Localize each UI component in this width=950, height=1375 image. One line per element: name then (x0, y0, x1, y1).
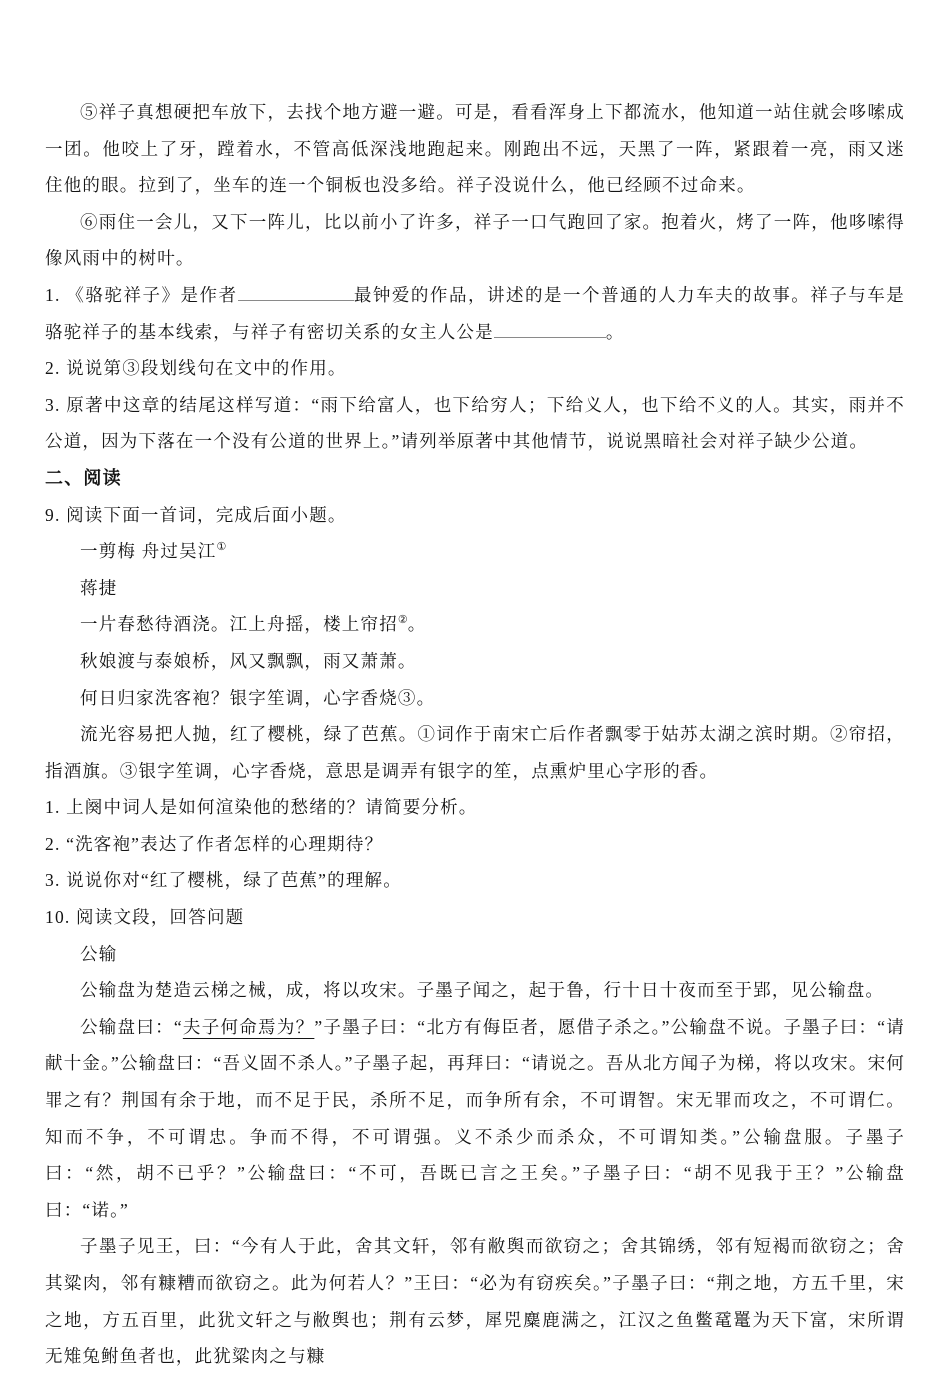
footnote-marker-2: ② (397, 614, 408, 627)
underlined-phrase: 夫子何命焉为？ (182, 1016, 315, 1037)
footnote-marker-1: ① (216, 541, 227, 554)
poem-title (45, 533, 905, 570)
question-1 (45, 277, 905, 350)
question-9-sub-1: 1. 上阕中词人是如何渲染他的愁绪的？请简要分析。 (45, 797, 478, 818)
poem-line-1-text: 一片春愁待酒浇。江上舟摇，楼上帘招 (80, 614, 398, 635)
question-1-text-end: 。 (605, 321, 625, 342)
question-9-sub-3: 3. 说说你对“红了樱桃，绿了芭蕉”的理解。 (45, 870, 402, 891)
poem-author: 蒋捷 (80, 577, 118, 598)
poem-line-1 (45, 606, 905, 643)
poem-line-3: 何日归家洗客袍？银字笙调，心字香烧③。 (80, 687, 436, 708)
passage-paragraph-3: 子墨子见王，曰：“今有人于此，舍其文轩，邻有敝舆而欲窃之；舍其锦绣，邻有短褐而欲窃之；舍其粱肉，邻有糠糟而欲窃之。此为何若人？”王曰：“必为有窃疾矣。”子墨子曰：“荆之地，方五千里，宋之地，方五百里，此犹文轩之与敝舆也；荆有云梦，犀兕麋鹿满之，江汉之鱼鳖鼋鼍为天下富，宋所谓无雉兔鲋鱼者也，此犹粱肉之与糠 (45, 1236, 905, 1367)
poem-line-1-end: 。 (407, 614, 427, 635)
poem-line-2: 秋娘渡与泰娘桥，风又飘飘，雨又萧萧。 (80, 650, 417, 671)
fill-in-blank-author (238, 283, 354, 301)
poem-title-text: 一剪梅 舟过吴江 (80, 541, 217, 562)
passage-paragraph-2-pre: 公输盘曰：“ (80, 1016, 183, 1037)
question-10-prompt: 10. 阅读文段，回答问题 (45, 907, 245, 928)
passage-paragraph-1: 公输盘为楚造云梯之械，成，将以攻宋。子墨子闻之，起于鲁，行十日十夜而至于郢，见公输盘。 (80, 980, 885, 1001)
question-1-text-mid: 最钟爱的作品，讲述的是一个普通的人力车夫的故事。祥子与车是骆驼祥子的基本线索，与祥子有密切关系的女主人公是 (45, 284, 905, 342)
passage-paragraph-2 (45, 1009, 905, 1229)
question-9-prompt: 9. 阅读下面一首词，完成后面小题。 (45, 504, 347, 525)
question-9-sub-2: 2. “洗客袍”表达了作者怎样的心理期待？ (45, 833, 384, 854)
question-1-text-pre: 1. 《骆驼祥子》是作者 (45, 284, 238, 305)
section-two-heading: 二、阅读 (45, 467, 122, 488)
passage-paragraph-2-post: ”子墨子曰：“北方有侮臣者，愿借子杀之。”公输盘不说。子墨子曰：“请献十金。”公输盘曰：“吾义固不杀人。”子墨子起，再拜曰：“请说之。吾从北方闻子为梯，将以攻宋。宋何罪之有？荆国有余于地，而不足于民，杀所不足，而争所有余，不可谓智。宋无罪而攻之，不可谓仁。知而不争，不可谓忠。争而不得，不可谓强。义不杀少而杀众，不可谓知类。”公输盘服。子墨子曰：“然，胡不已乎？”公输盘曰：“不可，吾既已言之王矣。”子墨子曰：“胡不见我于王？”公输盘曰：“诺。” (45, 1016, 906, 1220)
fill-in-blank-heroine (494, 320, 606, 338)
novel-excerpt-paragraph-5: ⑤祥子真想硬把车放下，去找个地方避一避。可是，看看浑身上下都流水，他知道一站住就会哆嗦成一团。他咬上了牙，蹚着水，不管高低深浅地跑起来。刚跑出不远，天黑了一阵，紧跟着一亮，雨又迷住他的眼。拉到了，坐车的连一个铜板也没多给。祥子没说什么，他已经顾不过命来。 (45, 102, 905, 196)
novel-excerpt-paragraph-6: ⑥雨住一会儿，又下一阵儿，比以前小了许多，祥子一口气跑回了家。抱着火，烤了一阵，他哆嗦得像风雨中的树叶。 (45, 211, 905, 269)
poem-line-4-and-footnotes: 流光容易把人抛，红了樱桃，绿了芭蕉。①词作于南宋亡后作者飘零于姑苏太湖之滨时期。②帘招，指酒旗。③银字笙调，心字香烧，意思是调弄有银字的笙，点熏炉里心字形的香。 (45, 724, 905, 781)
passage-title: 公输 (80, 943, 118, 964)
question-2: 2. 说说第③段划线句在文中的作用。 (45, 358, 347, 379)
question-3: 3. 原著中这章的结尾这样写道：“雨下给富人，也下给穷人；下给义人，也下给不义的人。其实，雨并不公道，因为下落在一个没有公道的世界上。”请列举原著中其他情节，说说黑暗社会对祥子缺少公道。 (45, 394, 905, 452)
